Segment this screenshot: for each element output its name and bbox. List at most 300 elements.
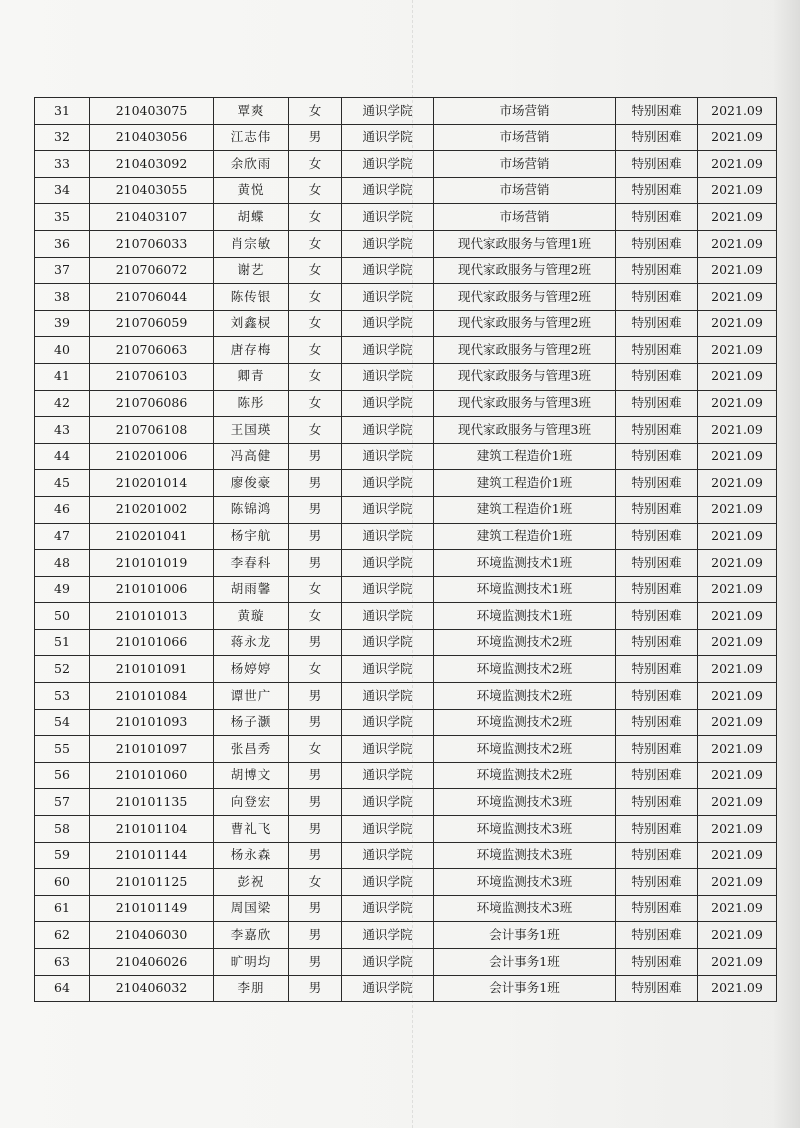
cell-student-id: 210101104 <box>90 816 214 843</box>
cell-date: 2021.09 <box>698 417 777 444</box>
cell-index: 33 <box>35 151 90 178</box>
cell-sex: 男 <box>289 709 342 736</box>
cell-name: 周国梁 <box>214 895 289 922</box>
cell-college: 通识学院 <box>342 230 434 257</box>
cell-index: 58 <box>35 816 90 843</box>
cell-college: 通识学院 <box>342 709 434 736</box>
cell-sex: 女 <box>289 337 342 364</box>
cell-student-id: 210201002 <box>90 496 214 523</box>
cell-date: 2021.09 <box>698 683 777 710</box>
cell-class: 环境监测技术3班 <box>434 895 616 922</box>
cell-index: 45 <box>35 470 90 497</box>
cell-index: 32 <box>35 124 90 151</box>
cell-name: 彭祝 <box>214 869 289 896</box>
cell-name: 李嘉欣 <box>214 922 289 949</box>
cell-index: 59 <box>35 842 90 869</box>
cell-class: 现代家政服务与管理2班 <box>434 284 616 311</box>
cell-index: 31 <box>35 98 90 125</box>
cell-college: 通识学院 <box>342 310 434 337</box>
cell-college: 通识学院 <box>342 975 434 1002</box>
cell-college: 通识学院 <box>342 496 434 523</box>
cell-hardship-level: 特别困难 <box>616 576 698 603</box>
cell-student-id: 210706108 <box>90 417 214 444</box>
cell-college: 通识学院 <box>342 922 434 949</box>
cell-name: 谢艺 <box>214 257 289 284</box>
cell-college: 通识学院 <box>342 257 434 284</box>
table-row <box>35 603 777 630</box>
cell-date: 2021.09 <box>698 337 777 364</box>
cell-index: 54 <box>35 709 90 736</box>
cell-name: 刘鑫棂 <box>214 310 289 337</box>
cell-student-id: 210406026 <box>90 949 214 976</box>
cell-hardship-level: 特别困难 <box>616 230 698 257</box>
cell-sex: 男 <box>289 895 342 922</box>
cell-name: 张昌秀 <box>214 736 289 763</box>
cell-sex: 男 <box>289 789 342 816</box>
cell-date: 2021.09 <box>698 98 777 125</box>
cell-date: 2021.09 <box>698 789 777 816</box>
cell-hardship-level: 特别困难 <box>616 523 698 550</box>
cell-class: 市场营销 <box>434 124 616 151</box>
cell-date: 2021.09 <box>698 177 777 204</box>
cell-name: 胡博文 <box>214 762 289 789</box>
cell-college: 通识学院 <box>342 151 434 178</box>
cell-name: 胡蝶 <box>214 204 289 231</box>
cell-name: 江志伟 <box>214 124 289 151</box>
cell-class: 现代家政服务与管理1班 <box>434 230 616 257</box>
cell-hardship-level: 特别困难 <box>616 151 698 178</box>
cell-college: 通识学院 <box>342 124 434 151</box>
cell-date: 2021.09 <box>698 390 777 417</box>
cell-index: 57 <box>35 789 90 816</box>
cell-name: 唐存梅 <box>214 337 289 364</box>
cell-index: 52 <box>35 656 90 683</box>
cell-college: 通识学院 <box>342 842 434 869</box>
cell-student-id: 210403107 <box>90 204 214 231</box>
cell-date: 2021.09 <box>698 204 777 231</box>
table-row <box>35 816 777 843</box>
cell-sex: 男 <box>289 470 342 497</box>
cell-class: 现代家政服务与管理3班 <box>434 363 616 390</box>
cell-name: 余欣雨 <box>214 151 289 178</box>
student-roster-table <box>34 97 777 1002</box>
table-row <box>35 949 777 976</box>
cell-name: 谭世广 <box>214 683 289 710</box>
cell-name: 覃爽 <box>214 98 289 125</box>
cell-date: 2021.09 <box>698 816 777 843</box>
cell-index: 37 <box>35 257 90 284</box>
cell-name: 杨婷婷 <box>214 656 289 683</box>
cell-college: 通识学院 <box>342 683 434 710</box>
cell-college: 通识学院 <box>342 284 434 311</box>
cell-sex: 男 <box>289 762 342 789</box>
cell-sex: 男 <box>289 496 342 523</box>
cell-index: 43 <box>35 417 90 444</box>
table-row <box>35 470 777 497</box>
table-row <box>35 284 777 311</box>
cell-index: 50 <box>35 603 90 630</box>
cell-class: 环境监测技术1班 <box>434 550 616 577</box>
cell-student-id: 210406032 <box>90 975 214 1002</box>
cell-date: 2021.09 <box>698 257 777 284</box>
cell-hardship-level: 特别困难 <box>616 550 698 577</box>
cell-date: 2021.09 <box>698 736 777 763</box>
cell-sex: 女 <box>289 417 342 444</box>
cell-college: 通识学院 <box>342 762 434 789</box>
table-row <box>35 98 777 125</box>
cell-hardship-level: 特别困难 <box>616 869 698 896</box>
cell-college: 通识学院 <box>342 443 434 470</box>
cell-student-id: 210706086 <box>90 390 214 417</box>
cell-hardship-level: 特别困难 <box>616 98 698 125</box>
cell-index: 48 <box>35 550 90 577</box>
cell-class: 建筑工程造价1班 <box>434 496 616 523</box>
table-row <box>35 204 777 231</box>
cell-index: 40 <box>35 337 90 364</box>
cell-index: 62 <box>35 922 90 949</box>
table-row <box>35 151 777 178</box>
cell-class: 环境监测技术1班 <box>434 576 616 603</box>
cell-name: 旷明均 <box>214 949 289 976</box>
cell-hardship-level: 特别困难 <box>616 816 698 843</box>
cell-name: 胡雨馨 <box>214 576 289 603</box>
cell-hardship-level: 特别困难 <box>616 177 698 204</box>
cell-class: 环境监测技术2班 <box>434 736 616 763</box>
cell-sex: 女 <box>289 656 342 683</box>
table-row <box>35 709 777 736</box>
cell-hardship-level: 特别困难 <box>616 603 698 630</box>
cell-date: 2021.09 <box>698 523 777 550</box>
cell-index: 56 <box>35 762 90 789</box>
cell-student-id: 210101097 <box>90 736 214 763</box>
cell-student-id: 210101084 <box>90 683 214 710</box>
cell-hardship-level: 特别困难 <box>616 443 698 470</box>
cell-hardship-level: 特别困难 <box>616 257 698 284</box>
cell-student-id: 210403056 <box>90 124 214 151</box>
cell-college: 通识学院 <box>342 816 434 843</box>
cell-college: 通识学院 <box>342 390 434 417</box>
cell-class: 环境监测技术2班 <box>434 683 616 710</box>
table-row <box>35 443 777 470</box>
cell-date: 2021.09 <box>698 762 777 789</box>
cell-date: 2021.09 <box>698 151 777 178</box>
table-row <box>35 496 777 523</box>
cell-student-id: 210201041 <box>90 523 214 550</box>
cell-class: 环境监测技术3班 <box>434 842 616 869</box>
cell-student-id: 210706033 <box>90 230 214 257</box>
roster-body <box>35 98 777 1002</box>
table-row <box>35 656 777 683</box>
cell-name: 冯高健 <box>214 443 289 470</box>
cell-hardship-level: 特别困难 <box>616 895 698 922</box>
table-row <box>35 762 777 789</box>
cell-hardship-level: 特别困难 <box>616 337 698 364</box>
cell-college: 通识学院 <box>342 789 434 816</box>
table-row <box>35 922 777 949</box>
cell-name: 陈锦鸿 <box>214 496 289 523</box>
cell-sex: 男 <box>289 550 342 577</box>
cell-student-id: 210706044 <box>90 284 214 311</box>
cell-hardship-level: 特别困难 <box>616 949 698 976</box>
table-row <box>35 337 777 364</box>
table-row <box>35 417 777 444</box>
cell-student-id: 210101060 <box>90 762 214 789</box>
cell-college: 通识学院 <box>342 949 434 976</box>
cell-hardship-level: 特别困难 <box>616 975 698 1002</box>
cell-date: 2021.09 <box>698 284 777 311</box>
cell-class: 现代家政服务与管理2班 <box>434 310 616 337</box>
table-row <box>35 390 777 417</box>
cell-college: 通识学院 <box>342 550 434 577</box>
table-row <box>35 550 777 577</box>
cell-sex: 女 <box>289 869 342 896</box>
cell-name: 卿青 <box>214 363 289 390</box>
cell-student-id: 210101135 <box>90 789 214 816</box>
cell-student-id: 210101066 <box>90 629 214 656</box>
cell-index: 60 <box>35 869 90 896</box>
cell-hardship-level: 特别困难 <box>616 124 698 151</box>
cell-class: 会计事务1班 <box>434 975 616 1002</box>
cell-date: 2021.09 <box>698 629 777 656</box>
cell-college: 通识学院 <box>342 736 434 763</box>
cell-hardship-level: 特别困难 <box>616 842 698 869</box>
cell-student-id: 210406030 <box>90 922 214 949</box>
table-row <box>35 124 777 151</box>
cell-sex: 男 <box>289 523 342 550</box>
cell-hardship-level: 特别困难 <box>616 390 698 417</box>
table-row <box>35 523 777 550</box>
cell-date: 2021.09 <box>698 922 777 949</box>
cell-date: 2021.09 <box>698 496 777 523</box>
cell-student-id: 210201014 <box>90 470 214 497</box>
table-row <box>35 683 777 710</box>
cell-class: 会计事务1班 <box>434 949 616 976</box>
table-row <box>35 789 777 816</box>
cell-index: 55 <box>35 736 90 763</box>
table-row <box>35 230 777 257</box>
table-row <box>35 310 777 337</box>
cell-college: 通识学院 <box>342 576 434 603</box>
cell-sex: 女 <box>289 284 342 311</box>
cell-college: 通识学院 <box>342 603 434 630</box>
cell-date: 2021.09 <box>698 470 777 497</box>
cell-hardship-level: 特别困难 <box>616 656 698 683</box>
cell-class: 环境监测技术3班 <box>434 816 616 843</box>
cell-class: 环境监测技术1班 <box>434 603 616 630</box>
table-row <box>35 869 777 896</box>
cell-sex: 女 <box>289 230 342 257</box>
cell-student-id: 210403092 <box>90 151 214 178</box>
cell-date: 2021.09 <box>698 949 777 976</box>
cell-name: 肖宗敏 <box>214 230 289 257</box>
cell-sex: 女 <box>289 177 342 204</box>
cell-class: 环境监测技术2班 <box>434 656 616 683</box>
cell-student-id: 210403055 <box>90 177 214 204</box>
cell-class: 现代家政服务与管理3班 <box>434 417 616 444</box>
cell-sex: 女 <box>289 576 342 603</box>
table-row <box>35 975 777 1002</box>
cell-name: 王国瑛 <box>214 417 289 444</box>
table-row <box>35 257 777 284</box>
cell-student-id: 210706072 <box>90 257 214 284</box>
cell-college: 通识学院 <box>342 523 434 550</box>
cell-hardship-level: 特别困难 <box>616 363 698 390</box>
cell-class: 市场营销 <box>434 177 616 204</box>
cell-hardship-level: 特别困难 <box>616 629 698 656</box>
cell-index: 61 <box>35 895 90 922</box>
cell-hardship-level: 特别困难 <box>616 470 698 497</box>
cell-sex: 男 <box>289 975 342 1002</box>
cell-sex: 女 <box>289 363 342 390</box>
cell-name: 杨永森 <box>214 842 289 869</box>
cell-class: 会计事务1班 <box>434 922 616 949</box>
cell-college: 通识学院 <box>342 656 434 683</box>
cell-index: 36 <box>35 230 90 257</box>
cell-sex: 女 <box>289 151 342 178</box>
cell-date: 2021.09 <box>698 709 777 736</box>
cell-class: 现代家政服务与管理3班 <box>434 390 616 417</box>
cell-name: 向登宏 <box>214 789 289 816</box>
cell-sex: 男 <box>289 124 342 151</box>
cell-student-id: 210101144 <box>90 842 214 869</box>
cell-class: 现代家政服务与管理2班 <box>434 337 616 364</box>
cell-hardship-level: 特别困难 <box>616 762 698 789</box>
cell-college: 通识学院 <box>342 204 434 231</box>
cell-student-id: 210101013 <box>90 603 214 630</box>
cell-date: 2021.09 <box>698 310 777 337</box>
cell-college: 通识学院 <box>342 177 434 204</box>
cell-college: 通识学院 <box>342 417 434 444</box>
cell-index: 51 <box>35 629 90 656</box>
cell-class: 环境监测技术2班 <box>434 762 616 789</box>
cell-sex: 女 <box>289 310 342 337</box>
cell-sex: 男 <box>289 922 342 949</box>
cell-name: 杨子灏 <box>214 709 289 736</box>
table-row <box>35 363 777 390</box>
cell-sex: 男 <box>289 443 342 470</box>
cell-hardship-level: 特别困难 <box>616 789 698 816</box>
table-row <box>35 842 777 869</box>
cell-hardship-level: 特别困难 <box>616 922 698 949</box>
cell-index: 47 <box>35 523 90 550</box>
cell-college: 通识学院 <box>342 629 434 656</box>
cell-hardship-level: 特别困难 <box>616 709 698 736</box>
cell-class: 环境监测技术2班 <box>434 709 616 736</box>
cell-sex: 女 <box>289 257 342 284</box>
cell-college: 通识学院 <box>342 470 434 497</box>
cell-index: 64 <box>35 975 90 1002</box>
cell-name: 蒋永龙 <box>214 629 289 656</box>
cell-sex: 男 <box>289 816 342 843</box>
cell-college: 通识学院 <box>342 895 434 922</box>
cell-name: 李朋 <box>214 975 289 1002</box>
cell-student-id: 210101006 <box>90 576 214 603</box>
table-row <box>35 736 777 763</box>
cell-class: 环境监测技术2班 <box>434 629 616 656</box>
cell-date: 2021.09 <box>698 443 777 470</box>
cell-sex: 女 <box>289 98 342 125</box>
cell-sex: 女 <box>289 736 342 763</box>
cell-sex: 男 <box>289 842 342 869</box>
cell-date: 2021.09 <box>698 842 777 869</box>
cell-sex: 女 <box>289 390 342 417</box>
table-row <box>35 576 777 603</box>
cell-date: 2021.09 <box>698 230 777 257</box>
cell-student-id: 210101019 <box>90 550 214 577</box>
cell-index: 44 <box>35 443 90 470</box>
cell-sex: 女 <box>289 204 342 231</box>
cell-student-id: 210201006 <box>90 443 214 470</box>
table-row <box>35 629 777 656</box>
cell-date: 2021.09 <box>698 124 777 151</box>
cell-date: 2021.09 <box>698 550 777 577</box>
cell-class: 市场营销 <box>434 204 616 231</box>
cell-class: 建筑工程造价1班 <box>434 470 616 497</box>
cell-date: 2021.09 <box>698 576 777 603</box>
cell-index: 41 <box>35 363 90 390</box>
cell-class: 现代家政服务与管理2班 <box>434 257 616 284</box>
cell-name: 廖俊豪 <box>214 470 289 497</box>
cell-college: 通识学院 <box>342 98 434 125</box>
cell-index: 35 <box>35 204 90 231</box>
cell-college: 通识学院 <box>342 869 434 896</box>
cell-date: 2021.09 <box>698 656 777 683</box>
cell-index: 46 <box>35 496 90 523</box>
cell-name: 杨宇航 <box>214 523 289 550</box>
cell-hardship-level: 特别困难 <box>616 683 698 710</box>
cell-class: 市场营销 <box>434 151 616 178</box>
cell-hardship-level: 特别困难 <box>616 284 698 311</box>
cell-student-id: 210101149 <box>90 895 214 922</box>
cell-hardship-level: 特别困难 <box>616 310 698 337</box>
cell-name: 黄璇 <box>214 603 289 630</box>
cell-sex: 男 <box>289 949 342 976</box>
cell-student-id: 210101125 <box>90 869 214 896</box>
cell-sex: 男 <box>289 629 342 656</box>
cell-student-id: 210706103 <box>90 363 214 390</box>
cell-hardship-level: 特别困难 <box>616 204 698 231</box>
cell-index: 38 <box>35 284 90 311</box>
cell-sex: 女 <box>289 603 342 630</box>
table-row <box>35 895 777 922</box>
cell-index: 42 <box>35 390 90 417</box>
cell-name: 曹礼飞 <box>214 816 289 843</box>
cell-date: 2021.09 <box>698 975 777 1002</box>
cell-name: 陈彤 <box>214 390 289 417</box>
cell-class: 建筑工程造价1班 <box>434 443 616 470</box>
cell-sex: 男 <box>289 683 342 710</box>
cell-index: 63 <box>35 949 90 976</box>
cell-date: 2021.09 <box>698 603 777 630</box>
cell-college: 通识学院 <box>342 363 434 390</box>
cell-student-id: 210101091 <box>90 656 214 683</box>
cell-hardship-level: 特别困难 <box>616 496 698 523</box>
cell-name: 黄悦 <box>214 177 289 204</box>
cell-college: 通识学院 <box>342 337 434 364</box>
cell-index: 34 <box>35 177 90 204</box>
cell-index: 53 <box>35 683 90 710</box>
cell-name: 陈传银 <box>214 284 289 311</box>
cell-hardship-level: 特别困难 <box>616 736 698 763</box>
cell-index: 49 <box>35 576 90 603</box>
cell-class: 建筑工程造价1班 <box>434 523 616 550</box>
cell-student-id: 210706059 <box>90 310 214 337</box>
cell-class: 市场营销 <box>434 98 616 125</box>
cell-date: 2021.09 <box>698 363 777 390</box>
cell-index: 39 <box>35 310 90 337</box>
cell-date: 2021.09 <box>698 869 777 896</box>
cell-hardship-level: 特别困难 <box>616 417 698 444</box>
